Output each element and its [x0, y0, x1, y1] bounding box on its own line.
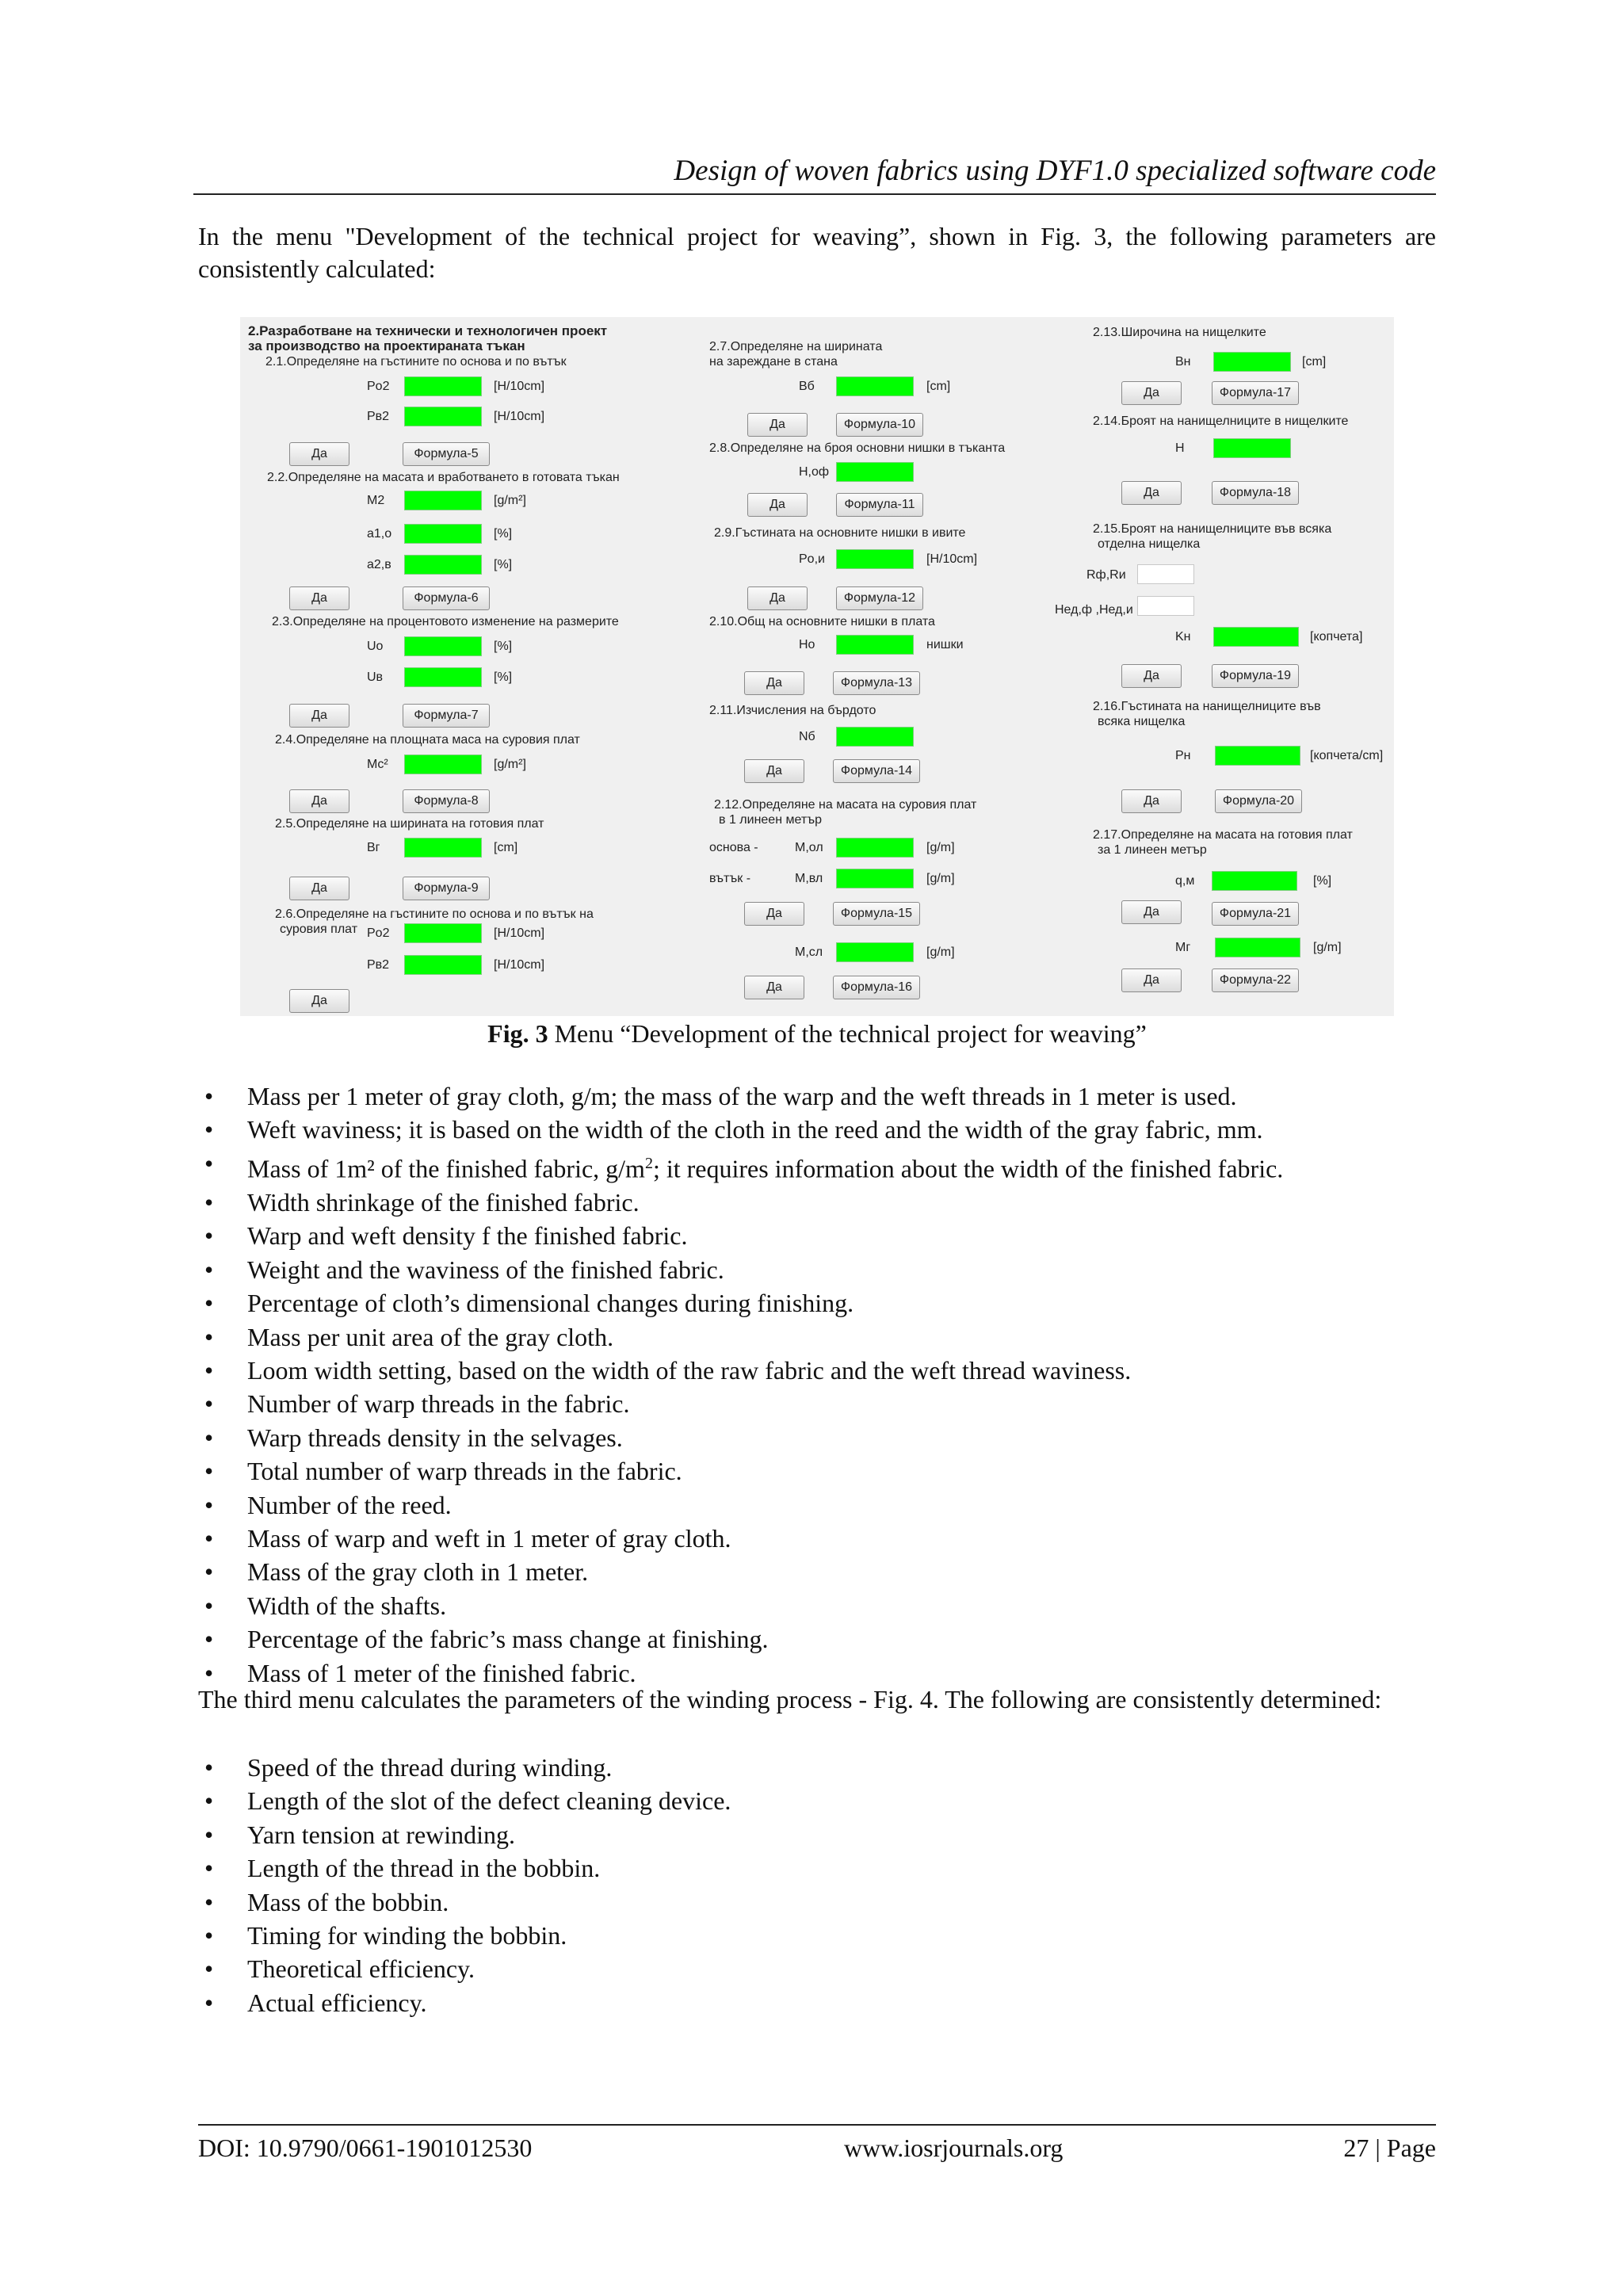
bullet-icon: •: [204, 1753, 214, 1782]
list-item: • Number of warp threads in the fabric.: [198, 1387, 1436, 1420]
ho-label: Ho: [799, 638, 815, 651]
uv-field[interactable]: [404, 667, 482, 687]
figure-caption: [198, 1014, 1436, 1052]
uv-unit: [%]: [494, 670, 513, 684]
section-2-12-label-line2: в 1 линеен метър: [719, 813, 823, 827]
list-item: • Mass of 1m² of the finished fabric, $g/m^2$; it requires information about the width of the finished fabric.: [198, 1147, 1436, 1186]
m2-field[interactable]: [404, 491, 482, 510]
bullet-icon: •: [204, 1523, 214, 1553]
list-item: • Timing for winding the bobbin.: [198, 1919, 1436, 1952]
formula-10-button[interactable]: Формула-10: [836, 413, 923, 437]
formula-21-button[interactable]: Формула-21: [1212, 902, 1299, 926]
section-2-7-label-line1: 2.7.Определяне на ширината: [709, 340, 883, 353]
formula-11-button[interactable]: Формула-11: [836, 493, 923, 517]
section-2-14-label: 2.14.Броят на нанищелниците в нищелките: [1093, 415, 1349, 428]
winding-parameter-list: [198, 1751, 1436, 2019]
rn-label: Pн: [1175, 749, 1191, 762]
formula-16-button[interactable]: Формула-16: [833, 976, 920, 999]
winding-paragraph: The third menu calculates the parameters of the winding process - Fig. 4. The following are consistently determined:: [198, 1685, 1382, 1713]
mvl-unit: [g/m]: [926, 872, 955, 885]
qm-label: q,м: [1175, 874, 1195, 888]
po2-label: Po2: [367, 380, 390, 393]
poi-label: Po,и: [799, 552, 825, 566]
list-item: • Actual efficiency.: [198, 1986, 1436, 2019]
list-item: • Weight and the waviness of the finished fabric.: [198, 1253, 1436, 1286]
rn-field[interactable]: [1215, 746, 1300, 766]
list-item: • Warp threads density in the selvages.: [198, 1421, 1436, 1454]
list-item: • Weft waviness; it is based on the width of the cloth in the reed and the width of the gray fabric, mm.: [198, 1113, 1436, 1146]
bullet-icon: •: [204, 1389, 214, 1419]
figure-3-screenshot: [240, 317, 1394, 1016]
list-item: • Mass of 1 meter of the finished fabric.: [198, 1656, 1436, 1690]
list-item: • Mass of the bobbin.: [198, 1885, 1436, 1919]
bn-field[interactable]: [1213, 352, 1291, 372]
po2-field[interactable]: [404, 376, 482, 396]
bullet-icon: •: [204, 1921, 214, 1950]
bullet-icon: •: [204, 1820, 214, 1849]
ho-field[interactable]: [836, 635, 914, 655]
bullet-icon: •: [204, 1082, 214, 1110]
list-item: • Percentage of the fabric’s mass change at finishing.: [198, 1622, 1436, 1656]
hof-field[interactable]: [836, 462, 914, 482]
formula-14-button[interactable]: Формула-14: [833, 759, 920, 783]
list-item: • Width of the shafts.: [198, 1589, 1436, 1622]
running-title: Design of woven fabrics using DYF1.0 specialized software code: [193, 152, 1436, 195]
da-button-12[interactable]: Да: [747, 493, 808, 517]
menu-title-line2: за производство на проектираната тъкан: [248, 338, 525, 353]
a2v-unit: [%]: [494, 558, 513, 571]
mol-label: M,ол: [795, 841, 823, 854]
mcl-label: M,сл: [795, 946, 823, 959]
bullet-icon: •: [204, 1221, 214, 1251]
section-2-5-label: 2.5.Определяне на ширината на готовия плат: [275, 817, 544, 831]
bullet-icon: •: [204, 1591, 214, 1620]
da-button-23[interactable]: Да: [1121, 968, 1182, 992]
list-item: • Loom width setting, based on the width of the raw fabric and the weft thread waviness.: [198, 1354, 1436, 1387]
pv2-label: Pв2: [367, 410, 390, 423]
m2-label: M2: [367, 494, 385, 507]
kn-unit: [копчета]: [1310, 630, 1363, 644]
formula-9-button[interactable]: Формула-9: [403, 877, 490, 900]
list-item: • Mass per 1 meter of gray cloth, g/m; the mass of the warp and the weft threads in 1 meter is used.: [198, 1079, 1436, 1113]
section-2-1-label: 2.1.Определяне на гъстините по основа и по вътък: [265, 355, 567, 369]
da-button-13[interactable]: Да: [747, 586, 808, 610]
mg-field[interactable]: [1215, 938, 1300, 957]
bullet-icon: •: [204, 1988, 214, 2017]
po2-unit: [H/10cm]: [494, 380, 545, 393]
formula-20-button[interactable]: Формула-20: [1215, 789, 1302, 813]
formula-5-button[interactable]: Формула-5: [403, 442, 490, 466]
bullet-icon: •: [204, 1423, 214, 1452]
mcl-unit: [g/m]: [926, 946, 955, 959]
formula-7-button[interactable]: Формула-7: [403, 704, 490, 728]
a1o-unit: [%]: [494, 527, 513, 541]
section-2-7-label-line2: на зареждане в стана: [709, 355, 838, 369]
list-item: • Theoretical efficiency.: [198, 1952, 1436, 1985]
nb-field[interactable]: [836, 727, 914, 747]
section-2-15-label-line1: 2.15.Броят на нанищелниците във всяка: [1093, 522, 1332, 536]
footer-doi: DOI: 10.9790/0661-1901012530: [198, 2134, 533, 2162]
footer-website: www.iosrjournals.org: [844, 2134, 1064, 2162]
bg-unit: [cm]: [494, 841, 518, 854]
bullet-icon: •: [204, 1786, 214, 1816]
ho-unit: нишки: [926, 638, 964, 651]
a2v-label: a2,в: [367, 558, 391, 571]
pv2-field[interactable]: [404, 407, 482, 426]
list-item: • Warp and weft density f the finished fabric.: [198, 1219, 1436, 1252]
bn-label: Bн: [1175, 355, 1191, 369]
a2v-field[interactable]: [404, 555, 482, 575]
list-item: • Percentage of cloth’s dimensional changes during finishing.: [198, 1286, 1436, 1320]
bullet-icon: •: [204, 1625, 214, 1654]
mc2-field[interactable]: [404, 755, 482, 774]
figure-caption-text: Menu “Development of the technical project for weaving”: [548, 1019, 1147, 1048]
da-button-14[interactable]: Да: [744, 671, 804, 695]
da-button-6[interactable]: Да: [289, 586, 349, 610]
list-item: • Total number of warp threads in the fabric.: [198, 1454, 1436, 1488]
formula-19-button[interactable]: Формула-19: [1212, 664, 1299, 688]
h-label: H: [1175, 441, 1185, 455]
bullet-icon: •: [204, 1954, 214, 1984]
po2-raw-unit: [H/10cm]: [494, 926, 545, 940]
a1o-field[interactable]: [404, 524, 482, 544]
list-item: • Mass of warp and weft in 1 meter of gray cloth.: [198, 1522, 1436, 1555]
section-2-6-label-line1: 2.6.Определяне на гъстините по основа и по вътък на: [275, 907, 594, 921]
bullet-icon: •: [204, 1187, 214, 1217]
pv2-raw-field[interactable]: [404, 955, 482, 975]
section-2-11-label: 2.11.Изчислeния на бърдото: [709, 704, 876, 717]
formula-13-button[interactable]: Формула-13: [833, 671, 920, 695]
nb-label: Nб: [799, 730, 815, 743]
section-2-4-label: 2.4.Определяне на площната маса на суровия плат: [275, 733, 580, 747]
list-item: • Mass of the gray cloth in 1 meter.: [198, 1555, 1436, 1588]
da-button-16[interactable]: Да: [744, 902, 804, 926]
da-button-7[interactable]: Да: [289, 704, 349, 728]
bullet-icon: •: [204, 1490, 214, 1519]
list-item: • Mass per unit area of the gray cloth.: [198, 1320, 1436, 1354]
section-2-10-label: 2.10.Общ на основните нишки в плата: [709, 615, 935, 628]
pv2-raw-label: Pв2: [367, 958, 390, 972]
mcl-field[interactable]: [836, 942, 914, 962]
bullet-icon: •: [204, 1355, 214, 1385]
section-2-12-label-line1: 2.12.Определяне на масата на суровия плат: [714, 798, 977, 812]
mvl-field[interactable]: [836, 869, 914, 888]
rn-unit: [копчета/cm]: [1310, 749, 1384, 762]
bg-field[interactable]: [404, 838, 482, 858]
section-2-16-label-line2: всяка нищелка: [1098, 715, 1186, 728]
bb-field[interactable]: [836, 376, 914, 396]
bullet-icon: •: [204, 1887, 214, 1916]
section-2-15-label-line2: отделна нищелка: [1098, 537, 1201, 551]
section-2-9-label: 2.9.Гъстината на основните нишки в ивите: [714, 526, 966, 540]
section-2-8-label: 2.8.Определяне на броя основни нишки в тъканта: [709, 441, 1006, 455]
h-field[interactable]: [1213, 438, 1291, 458]
formula-15-button[interactable]: Формула-15: [833, 902, 920, 926]
nedf-label: Hед,ф ,Hед,и: [1055, 603, 1133, 617]
formula-12-button[interactable]: Формула-12: [836, 586, 923, 610]
menu-title-line1: 2.Разработване на технически и технологичен проект: [248, 323, 608, 338]
osnova-label: основа -: [709, 841, 758, 854]
formula-8-button[interactable]: Формула-8: [403, 789, 490, 813]
rfri-field[interactable]: [1137, 564, 1194, 584]
qm-field[interactable]: [1212, 871, 1297, 891]
section-2-13-label: 2.13.Широчина на нищелките: [1093, 326, 1266, 339]
bullet-icon: •: [204, 1255, 214, 1284]
bullet-icon: •: [204, 1115, 214, 1144]
uv-label: Uв: [367, 670, 384, 684]
m2-unit: [g/m²]: [494, 494, 526, 507]
bn-unit: [cm]: [1302, 355, 1327, 369]
bullet-icon: •: [204, 1658, 214, 1687]
formula-6-button[interactable]: Формула-6: [403, 586, 490, 610]
list-item: • Width shrinkage of the finished fabric.: [198, 1186, 1436, 1219]
hof-label: H,оф: [799, 465, 830, 479]
poi-unit: [H/10cm]: [926, 552, 978, 566]
a1o-label: a1,o: [367, 527, 392, 541]
bullet-icon: •: [204, 1557, 214, 1587]
uo-label: Uo: [367, 640, 384, 653]
da-button-11[interactable]: Да: [747, 413, 808, 437]
rfri-label: Rф,Rи: [1086, 568, 1126, 582]
bg-label: Bг: [367, 841, 380, 854]
section-2-3-label: 2.3.Определяне на процентовото изменение на размерите: [272, 615, 619, 628]
da-button-15[interactable]: Да: [744, 759, 804, 783]
parameter-list: [198, 1079, 1436, 1690]
section-2-16-label-line1: 2.16.Гъстината на нанищелниците във: [1093, 700, 1321, 713]
mc2-label: Mc²: [367, 758, 388, 771]
kn-label: Kн: [1175, 630, 1191, 644]
mvl-label: M,вл: [795, 872, 823, 885]
da-button-5[interactable]: Да: [289, 442, 349, 466]
po2-raw-field[interactable]: [404, 923, 482, 943]
pv2-unit: [H/10cm]: [494, 410, 545, 423]
section-2-17-label-line2: за 1 линеен метър: [1098, 843, 1207, 857]
nedf-field[interactable]: [1137, 596, 1194, 616]
figure-label: Fig. 3: [487, 1019, 548, 1048]
uo-unit: [%]: [494, 640, 513, 653]
vatak-label: вътък -: [709, 872, 751, 885]
formula-18-button[interactable]: Формула-18: [1212, 481, 1299, 505]
bb-label: Bб: [799, 380, 815, 393]
list-item: • Number of the reed.: [198, 1488, 1436, 1522]
footer-page-number: 27 | Page: [1343, 2134, 1436, 2162]
mol-field[interactable]: [836, 838, 914, 858]
da-button-19[interactable]: Да: [1121, 481, 1182, 505]
formula-22-button[interactable]: Формула-22: [1212, 968, 1299, 992]
da-button-9[interactable]: Да: [289, 877, 349, 900]
list-item: • Yarn tension at rewinding.: [198, 1818, 1436, 1851]
po2-raw-label: Po2: [367, 926, 390, 940]
pv2-raw-unit: [H/10cm]: [494, 958, 545, 972]
qm-unit: [%]: [1313, 874, 1332, 888]
mg-label: Mг: [1175, 941, 1191, 954]
da-button-20[interactable]: Да: [1121, 664, 1182, 688]
da-button-10[interactable]: Да: [289, 989, 349, 1013]
mol-unit: [g/m]: [926, 841, 955, 854]
bullet-icon: •: [204, 1322, 214, 1351]
list-item: • Speed of the thread during winding.: [198, 1751, 1436, 1784]
bullet-icon: •: [204, 1457, 214, 1486]
bullet-icon: •: [204, 1854, 214, 1883]
da-button-22[interactable]: Да: [1121, 900, 1182, 924]
page-footer: [198, 2124, 1436, 2162]
list-item: • Length of the slot of the defect cleaning device.: [198, 1784, 1436, 1817]
bb-unit: [cm]: [926, 380, 951, 393]
bullet-icon: •: [204, 1148, 214, 1178]
list-item: • Length of the thread in the bobbin.: [198, 1851, 1436, 1885]
poi-field[interactable]: [836, 549, 914, 569]
section-2-6-label-line2: суровия плат: [280, 923, 358, 936]
formula-17-button[interactable]: Формула-17: [1212, 381, 1299, 405]
kn-field[interactable]: [1213, 627, 1299, 647]
da-button-17[interactable]: Да: [744, 976, 804, 999]
bullet-icon: •: [204, 1289, 214, 1318]
uo-field[interactable]: [404, 636, 482, 656]
da-button-21[interactable]: Да: [1121, 789, 1182, 813]
mc2-unit: [g/m²]: [494, 758, 526, 771]
da-button-8[interactable]: Да: [289, 789, 349, 813]
mg-unit: [g/m]: [1313, 941, 1342, 954]
section-2-17-label-line1: 2.17.Определяне на масата на готовия плат: [1093, 828, 1353, 842]
section-2-2-label: 2.2.Определяне на масата и вработването в готовата тъкан: [267, 471, 620, 484]
intro-paragraph: In the menu "Development of the technical project for weaving”, shown in Fig. 3, the following parameters are consistently calculated:: [198, 222, 1436, 283]
da-button-18[interactable]: Да: [1121, 381, 1182, 405]
